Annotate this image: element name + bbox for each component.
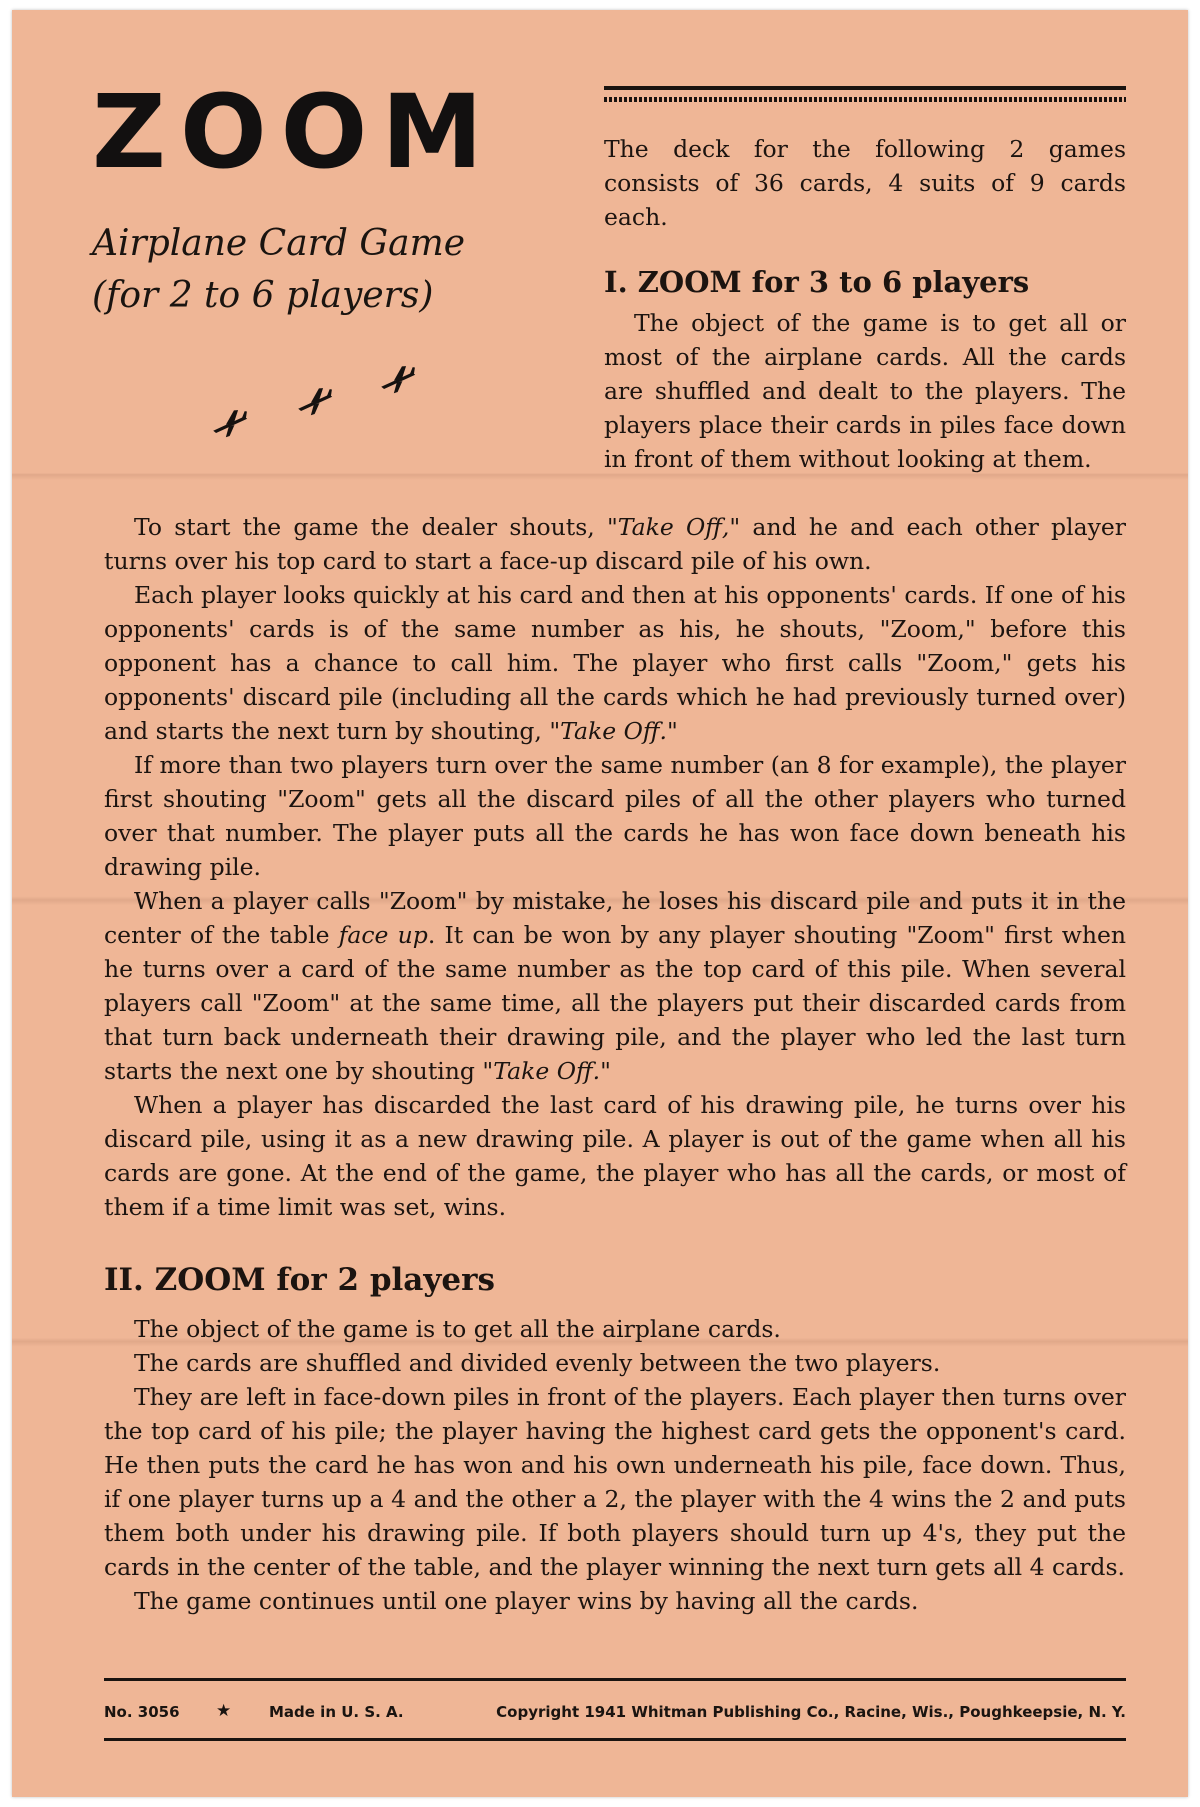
star-icon: ★ xyxy=(216,1701,232,1721)
footer-rule-bottom xyxy=(104,1738,1126,1741)
footer xyxy=(104,1703,1126,1727)
section-two-paragraph-2: The cards are shuffled and divided evenly between the two players. xyxy=(134,1349,941,1377)
section-one-paragraph-4: If more than two players turn over the same number (an 8 for example), the player first shouting "Zoom" gets all the discard piles of all the other players who turned over that number. The player puts all the cards he has won face down beneath his drawing pile. xyxy=(104,751,1126,881)
copyright-notice: Copyright 1941 Whitman Publishing Co., Racine, Wis., Poughkeepsie, N. Y. xyxy=(496,1703,1126,1721)
catalog-number: No. 3056 xyxy=(104,1703,180,1721)
section-two-paragraph-3: They are left in face-down piles in front of the players. Each player then turns over the top card of his pile; the player having the highest card gets the opponent's card. He then puts the card he has won and his own underneath his pile, face down. Thus, if one player turns up a 4 and the other a 2, the player with the 4 wins the 2 and puts them both under his drawing pile. If both players should turn up 4's, they put the cards in the center of the table, and the player winning the next turn gets all 4 cards. xyxy=(104,1383,1126,1581)
subtitle-line-2: (for 2 to 6 players) xyxy=(92,275,434,316)
header-rule xyxy=(604,86,1126,100)
section-one-body xyxy=(104,510,1126,1224)
section-one-heading: I. ZOOM for 3 to 6 players xyxy=(604,265,1030,299)
section-one-paragraph-1: The object of the game is to get all or most of the airplane cards. All the cards are shuffled and dealt to the players. The players place their cards in piles face down in front of them without looking at them. xyxy=(604,309,1126,473)
made-in-label: Made in U. S. A. xyxy=(269,1703,404,1721)
section-one-paragraph-2: To start the game the dealer shouts, "Take Off," and he and each other player turns over his top card to start a face-up discard pile of his own. xyxy=(104,513,1126,575)
section-two-paragraph-1: The object of the game is to get all the airplane cards. xyxy=(134,1315,781,1343)
intro-paragraph: The deck for the following 2 games consists of 36 cards, 4 suits of 9 cards each. xyxy=(604,135,1126,231)
section-one-paragraph-5: When a player calls "Zoom" by mistake, he loses his discard pile and puts it in the center of the table face up. It can be won by any player shouting "Zoom" first when he turns over a card of the same number as the top card of this pile. When several players call "Zoom" at the same time, all the players put their discarded cards from that turn back underneath their drawing pile, and the player who led the last turn starts the next one by shouting "Take Off." xyxy=(104,887,1126,1085)
section-two-body xyxy=(104,1312,1126,1618)
game-title: ZOOM xyxy=(92,73,497,192)
section-two-paragraph-4: The game continues until one player wins by having all the cards. xyxy=(134,1587,919,1615)
section-two-heading: II. ZOOM for 2 players xyxy=(104,1262,495,1298)
game-subtitle xyxy=(92,218,552,322)
section-one-paragraph-3: Each player looks quickly at his card and then at his opponents' cards. If one of his opponents' cards is of the same number as his, he shouts, "Zoom," before this opponent has a chance to call him. The player who first calls "Zoom," gets his opponents' discard pile (including all the cards which he had previously turned over) and starts the next turn by shouting, "Take Off." xyxy=(104,581,1126,745)
footer-rule-top xyxy=(104,1678,1126,1681)
rules-sheet xyxy=(12,10,1188,1797)
subtitle-line-1: Airplane Card Game xyxy=(92,223,466,264)
section-one-paragraph-6: When a player has discarded the last card of his drawing pile, he turns over his discard pile, using it as a new drawing pile. A player is out of the game when all his cards are gone. At the end of the game, the player who has all the cards, or most of them if a time limit was set, wins. xyxy=(104,1091,1126,1221)
airplanes-icon xyxy=(202,365,452,455)
